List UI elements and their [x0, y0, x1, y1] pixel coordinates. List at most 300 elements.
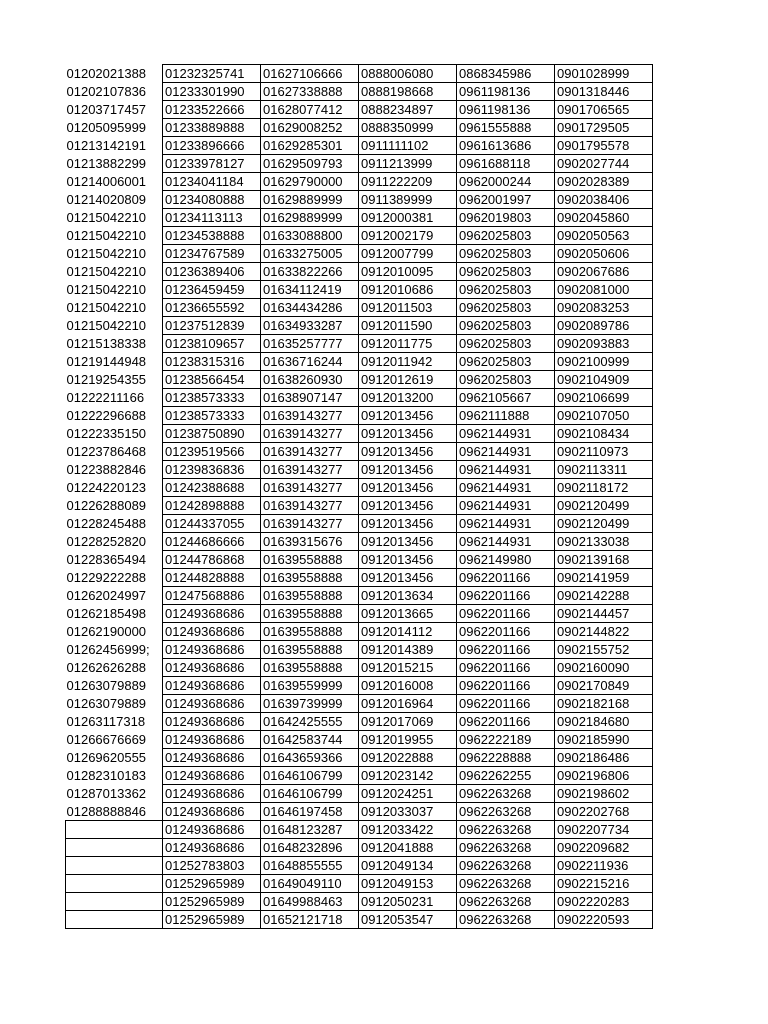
table-row — [66, 65, 653, 83]
table-row — [66, 155, 653, 173]
table-cell: 01262024997 — [66, 587, 163, 605]
table-cell: 0962144931 — [457, 497, 555, 515]
table-cell: 01638260930 — [261, 371, 359, 389]
table-cell: 01633088800 — [261, 227, 359, 245]
table-cell: 0902182168 — [555, 695, 653, 713]
table-row — [66, 227, 653, 245]
table-cell: 01222296688 — [66, 407, 163, 425]
table-cell: 0962201166 — [457, 569, 555, 587]
table-cell: 01629285301 — [261, 137, 359, 155]
table-cell: 0962201166 — [457, 641, 555, 659]
table-cell: 01224220123 — [66, 479, 163, 497]
table-cell: 0911222209 — [359, 173, 457, 191]
table-cell: 01639315676 — [261, 533, 359, 551]
table-row — [66, 209, 653, 227]
table-cell: 01629889999 — [261, 191, 359, 209]
table-cell: 01215042210 — [66, 245, 163, 263]
table-cell: 0912013456 — [359, 443, 457, 461]
table-cell: 0962025803 — [457, 371, 555, 389]
table-cell: 0901028999 — [555, 65, 653, 83]
table-cell: 0962201166 — [457, 587, 555, 605]
table-cell: 0902211936 — [555, 857, 653, 875]
table-cell: 0912024251 — [359, 785, 457, 803]
table-row — [66, 695, 653, 713]
table-cell: 0902196806 — [555, 767, 653, 785]
table-row — [66, 443, 653, 461]
table-cell: 01238573333 — [163, 407, 261, 425]
table-cell: 01233522666 — [163, 101, 261, 119]
table-cell: 0912010686 — [359, 281, 457, 299]
table-cell: 0902170849 — [555, 677, 653, 695]
table-cell: 01639143277 — [261, 479, 359, 497]
table-cell: 01213882299 — [66, 155, 163, 173]
table-row — [66, 191, 653, 209]
table-row — [66, 659, 653, 677]
table-cell: 0912013456 — [359, 425, 457, 443]
table-cell: 01262190000 — [66, 623, 163, 641]
table-cell: 01648123287 — [261, 821, 359, 839]
table-cell: 01242388688 — [163, 479, 261, 497]
table-cell: 0902185990 — [555, 731, 653, 749]
table-cell: 01282310183 — [66, 767, 163, 785]
table-cell: 0912011590 — [359, 317, 457, 335]
table-row — [66, 677, 653, 695]
table-row — [66, 119, 653, 137]
phone-number-table — [65, 64, 653, 929]
table-cell: 01249368686 — [163, 623, 261, 641]
table-cell: 01233889888 — [163, 119, 261, 137]
table-row — [66, 83, 653, 101]
table-cell: 01234080888 — [163, 191, 261, 209]
table-cell: 01238109657 — [163, 335, 261, 353]
table-row — [66, 101, 653, 119]
table-cell: 0912013456 — [359, 533, 457, 551]
table-cell: 0912041888 — [359, 839, 457, 857]
table-cell: 01249368686 — [163, 821, 261, 839]
table-row — [66, 137, 653, 155]
table-cell: 0902100999 — [555, 353, 653, 371]
table-cell: 0961688118 — [457, 155, 555, 173]
table-cell — [66, 875, 163, 893]
table-cell: 0961198136 — [457, 101, 555, 119]
table-row — [66, 425, 653, 443]
table-cell: 0901729505 — [555, 119, 653, 137]
table-cell: 0902027744 — [555, 155, 653, 173]
table-cell: 01639143277 — [261, 461, 359, 479]
table-cell: 0902113311 — [555, 461, 653, 479]
table-row — [66, 839, 653, 857]
table-cell: 01642425555 — [261, 713, 359, 731]
table-row — [66, 749, 653, 767]
table-cell: 01649988463 — [261, 893, 359, 911]
table-cell: 0912017069 — [359, 713, 457, 731]
table-row — [66, 875, 653, 893]
table-cell: 01652121718 — [261, 911, 359, 929]
table-row — [66, 641, 653, 659]
table-cell: 0912023142 — [359, 767, 457, 785]
table-cell: 0902083253 — [555, 299, 653, 317]
table-cell: 0902220593 — [555, 911, 653, 929]
table-cell: 0912002179 — [359, 227, 457, 245]
table-cell: 0888198668 — [359, 83, 457, 101]
table-cell: 0962263268 — [457, 803, 555, 821]
table-cell: 0902186486 — [555, 749, 653, 767]
table-cell: 01629509793 — [261, 155, 359, 173]
table-cell: 01249368686 — [163, 785, 261, 803]
table-cell: 01239836836 — [163, 461, 261, 479]
table-row — [66, 497, 653, 515]
table-row — [66, 353, 653, 371]
table-cell: 01249368686 — [163, 659, 261, 677]
table-cell: 01629790000 — [261, 173, 359, 191]
table-cell: 0902089786 — [555, 317, 653, 335]
table-cell: 0912013634 — [359, 587, 457, 605]
table-cell: 01639559999 — [261, 677, 359, 695]
table-cell: 01222335150 — [66, 425, 163, 443]
table-cell: 01646197458 — [261, 803, 359, 821]
table-row — [66, 245, 653, 263]
table-cell: 0902220283 — [555, 893, 653, 911]
table-cell: 01634434286 — [261, 299, 359, 317]
table-cell: 01232325741 — [163, 65, 261, 83]
table-cell: 0912019955 — [359, 731, 457, 749]
table-cell: 01263079889 — [66, 677, 163, 695]
table-cell: 0962201166 — [457, 659, 555, 677]
table-cell — [66, 857, 163, 875]
table-cell: 01202107836 — [66, 83, 163, 101]
table-cell: 01639143277 — [261, 497, 359, 515]
table-cell: 01634933287 — [261, 317, 359, 335]
table-cell: 0962144931 — [457, 461, 555, 479]
table-cell: 01234113113 — [163, 209, 261, 227]
table-cell: 0888350999 — [359, 119, 457, 137]
table-cell: 0902141959 — [555, 569, 653, 587]
table-cell: 01215042210 — [66, 317, 163, 335]
table-cell: 0961613686 — [457, 137, 555, 155]
table-cell: 01643659366 — [261, 749, 359, 767]
table-row — [66, 173, 653, 191]
table-cell: 0902028389 — [555, 173, 653, 191]
table-cell: 0902202768 — [555, 803, 653, 821]
table-cell: 01636716244 — [261, 353, 359, 371]
table-cell: 01249368686 — [163, 749, 261, 767]
table-cell: 0912010095 — [359, 263, 457, 281]
table-cell: 0902050606 — [555, 245, 653, 263]
table-cell: 01639558888 — [261, 569, 359, 587]
table-cell: 01223882846 — [66, 461, 163, 479]
table-cell: 0962025803 — [457, 299, 555, 317]
table-cell: 0911111102 — [359, 137, 457, 155]
table-cell: 01244786868 — [163, 551, 261, 569]
table-cell: 0962144931 — [457, 425, 555, 443]
table-cell: 01249368686 — [163, 767, 261, 785]
table-cell: 01223786468 — [66, 443, 163, 461]
table-cell: 0961555888 — [457, 119, 555, 137]
table-row — [66, 857, 653, 875]
table-cell: 01215042210 — [66, 299, 163, 317]
table-cell: 01249368686 — [163, 605, 261, 623]
table-cell: 0902110973 — [555, 443, 653, 461]
table-cell: 01249368686 — [163, 641, 261, 659]
table-cell: 0912053547 — [359, 911, 457, 929]
table-cell: 0912015215 — [359, 659, 457, 677]
table-cell: 01228365494 — [66, 551, 163, 569]
table-cell: 01639143277 — [261, 425, 359, 443]
table-cell: 0902215216 — [555, 875, 653, 893]
table-cell: 0902207734 — [555, 821, 653, 839]
table-cell: 0962149980 — [457, 551, 555, 569]
table-row — [66, 479, 653, 497]
table-cell: 0902160090 — [555, 659, 653, 677]
table-cell: 0962262255 — [457, 767, 555, 785]
table-cell: 01252965989 — [163, 911, 261, 929]
table-cell: 0902081000 — [555, 281, 653, 299]
table-cell: 0902144822 — [555, 623, 653, 641]
table-row — [66, 587, 653, 605]
table-cell: 0912033422 — [359, 821, 457, 839]
table-cell: 01244828888 — [163, 569, 261, 587]
table-cell: 0962201166 — [457, 713, 555, 731]
table-cell: 0902108434 — [555, 425, 653, 443]
table-row — [66, 785, 653, 803]
table-cell: 0912012619 — [359, 371, 457, 389]
table-cell: 0912013456 — [359, 461, 457, 479]
table-cell: 01214006001 — [66, 173, 163, 191]
table-row — [66, 911, 653, 929]
table-cell: 0902038406 — [555, 191, 653, 209]
table-cell: 01646106799 — [261, 767, 359, 785]
table-cell: 01628077412 — [261, 101, 359, 119]
table-cell: 01629889999 — [261, 209, 359, 227]
table-cell: 01252965989 — [163, 875, 261, 893]
table-cell: 0912013200 — [359, 389, 457, 407]
table-cell: 0901795578 — [555, 137, 653, 155]
table-row — [66, 893, 653, 911]
table-cell: 0912011942 — [359, 353, 457, 371]
table-cell: 0902142288 — [555, 587, 653, 605]
table-cell: 0962222189 — [457, 731, 555, 749]
table-cell: 01215042210 — [66, 227, 163, 245]
table-cell: 01639143277 — [261, 443, 359, 461]
table-cell: 01639143277 — [261, 407, 359, 425]
table-cell: 0962201166 — [457, 695, 555, 713]
table-cell: 0888006080 — [359, 65, 457, 83]
table-cell: 01219144948 — [66, 353, 163, 371]
table-cell: 0902050563 — [555, 227, 653, 245]
table-cell: 01639558888 — [261, 659, 359, 677]
table-cell: 0902104909 — [555, 371, 653, 389]
table-cell: 01249368686 — [163, 839, 261, 857]
table-cell: 0888234897 — [359, 101, 457, 119]
table-cell: 0912014389 — [359, 641, 457, 659]
table-cell — [66, 839, 163, 857]
table-cell: 01234538888 — [163, 227, 261, 245]
table-cell: 01269620555 — [66, 749, 163, 767]
table-cell: 01646106799 — [261, 785, 359, 803]
table-cell: 0868345986 — [457, 65, 555, 83]
table-cell: 01262626288 — [66, 659, 163, 677]
table-cell: 0902120499 — [555, 497, 653, 515]
table-cell: 01288888846 — [66, 803, 163, 821]
table-cell: 01236459459 — [163, 281, 261, 299]
table-cell: 0962228888 — [457, 749, 555, 767]
table-row — [66, 371, 653, 389]
table-cell: 01642583744 — [261, 731, 359, 749]
table-row — [66, 713, 653, 731]
table-cell: 0912014112 — [359, 623, 457, 641]
table-cell: 0902133038 — [555, 533, 653, 551]
table-cell: 01215042210 — [66, 209, 163, 227]
table-cell: 01226288089 — [66, 497, 163, 515]
table-cell: 0902139168 — [555, 551, 653, 569]
table-cell: 0962201166 — [457, 605, 555, 623]
table-cell: 01639143277 — [261, 515, 359, 533]
table-cell: 01215042210 — [66, 263, 163, 281]
table-cell: 01638907147 — [261, 389, 359, 407]
table-cell: 0902045860 — [555, 209, 653, 227]
table-cell: 01266676669 — [66, 731, 163, 749]
table-cell: 01262456999; — [66, 641, 163, 659]
table-cell: 01639739999 — [261, 695, 359, 713]
table-cell: 01263079889 — [66, 695, 163, 713]
table-cell: 01244686666 — [163, 533, 261, 551]
table-cell — [66, 821, 163, 839]
table-cell: 0962263268 — [457, 839, 555, 857]
table-cell: 01238573333 — [163, 389, 261, 407]
table-cell: 0962025803 — [457, 317, 555, 335]
table-cell: 0912013665 — [359, 605, 457, 623]
table-cell: 01247568886 — [163, 587, 261, 605]
table-cell: 01233301990 — [163, 83, 261, 101]
table-cell: 01222211166 — [66, 389, 163, 407]
table-cell: 01634112419 — [261, 281, 359, 299]
table-row — [66, 389, 653, 407]
table-cell: 0912011503 — [359, 299, 457, 317]
table-cell: 01639558888 — [261, 623, 359, 641]
table-cell: 01249368686 — [163, 677, 261, 695]
table-row — [66, 461, 653, 479]
table-cell: 01215138338 — [66, 335, 163, 353]
table-cell: 01215042210 — [66, 281, 163, 299]
table-cell: 01627106666 — [261, 65, 359, 83]
table-cell: 01639558888 — [261, 587, 359, 605]
table-row — [66, 605, 653, 623]
table-cell: 01263117318 — [66, 713, 163, 731]
table-cell: 0962201166 — [457, 623, 555, 641]
table-cell: 0912016964 — [359, 695, 457, 713]
table-cell: 0912013456 — [359, 407, 457, 425]
table-cell: 0912049153 — [359, 875, 457, 893]
table-cell: 01234767589 — [163, 245, 261, 263]
table-cell: 0962144931 — [457, 443, 555, 461]
table-cell: 0962144931 — [457, 533, 555, 551]
table-cell: 01203717457 — [66, 101, 163, 119]
table-cell: 0962025803 — [457, 227, 555, 245]
table-cell: 0902209682 — [555, 839, 653, 857]
table-cell: 01635257777 — [261, 335, 359, 353]
table-row — [66, 335, 653, 353]
table-cell: 0902118172 — [555, 479, 653, 497]
table-cell: 0962263268 — [457, 857, 555, 875]
table-cell: 01262185498 — [66, 605, 163, 623]
table-cell: 0962263268 — [457, 893, 555, 911]
table-cell: 01202021388 — [66, 65, 163, 83]
table-cell: 0962025803 — [457, 245, 555, 263]
table-cell: 0962105667 — [457, 389, 555, 407]
table-cell: 0902155752 — [555, 641, 653, 659]
table-cell: 01287013362 — [66, 785, 163, 803]
table-cell: 01648855555 — [261, 857, 359, 875]
table-cell: 0902093883 — [555, 335, 653, 353]
table-cell: 01249368686 — [163, 713, 261, 731]
table-row — [66, 569, 653, 587]
table-cell — [66, 911, 163, 929]
table-cell: 01648232896 — [261, 839, 359, 857]
table-cell: 0962144931 — [457, 479, 555, 497]
table-cell: 0902144457 — [555, 605, 653, 623]
table-row — [66, 299, 653, 317]
table-cell: 0912000381 — [359, 209, 457, 227]
table-cell: 0902106699 — [555, 389, 653, 407]
table-row — [66, 821, 653, 839]
table-cell: 01242898888 — [163, 497, 261, 515]
table-cell: 0962111888 — [457, 407, 555, 425]
table-cell: 01238750890 — [163, 425, 261, 443]
table-cell: 01238315316 — [163, 353, 261, 371]
table-cell: 0901318446 — [555, 83, 653, 101]
table-cell: 01629008252 — [261, 119, 359, 137]
table-cell — [66, 893, 163, 911]
table-body — [66, 65, 653, 929]
table-cell: 01214020809 — [66, 191, 163, 209]
table-cell: 0912013456 — [359, 497, 457, 515]
table-cell: 0962025803 — [457, 263, 555, 281]
table-cell: 0902184680 — [555, 713, 653, 731]
table-cell: 01244337055 — [163, 515, 261, 533]
table-cell: 01639558888 — [261, 641, 359, 659]
table-cell: 01233896666 — [163, 137, 261, 155]
table-cell: 0912022888 — [359, 749, 457, 767]
table-cell: 01239519566 — [163, 443, 261, 461]
table-cell: 01236655592 — [163, 299, 261, 317]
table-cell: 0912007799 — [359, 245, 457, 263]
table-cell: 0912033037 — [359, 803, 457, 821]
table-cell: 0962144931 — [457, 515, 555, 533]
table-cell: 01627338888 — [261, 83, 359, 101]
table-row — [66, 317, 653, 335]
table-row — [66, 263, 653, 281]
table-cell: 01234041184 — [163, 173, 261, 191]
table-row — [66, 731, 653, 749]
table-cell: 01233978127 — [163, 155, 261, 173]
table-row — [66, 551, 653, 569]
table-cell: 01249368686 — [163, 695, 261, 713]
table-cell: 0962201166 — [457, 677, 555, 695]
table-cell: 0902067686 — [555, 263, 653, 281]
table-cell: 0912013456 — [359, 569, 457, 587]
table-cell: 0962000244 — [457, 173, 555, 191]
table-cell: 0962001997 — [457, 191, 555, 209]
table-cell: 0912013456 — [359, 551, 457, 569]
table-cell: 0962025803 — [457, 335, 555, 353]
table-cell: 01639558888 — [261, 605, 359, 623]
table-row — [66, 281, 653, 299]
table-cell: 0912050231 — [359, 893, 457, 911]
table-cell: 01649049110 — [261, 875, 359, 893]
table-row — [66, 407, 653, 425]
table-cell: 01238566454 — [163, 371, 261, 389]
table-cell: 01249368686 — [163, 731, 261, 749]
